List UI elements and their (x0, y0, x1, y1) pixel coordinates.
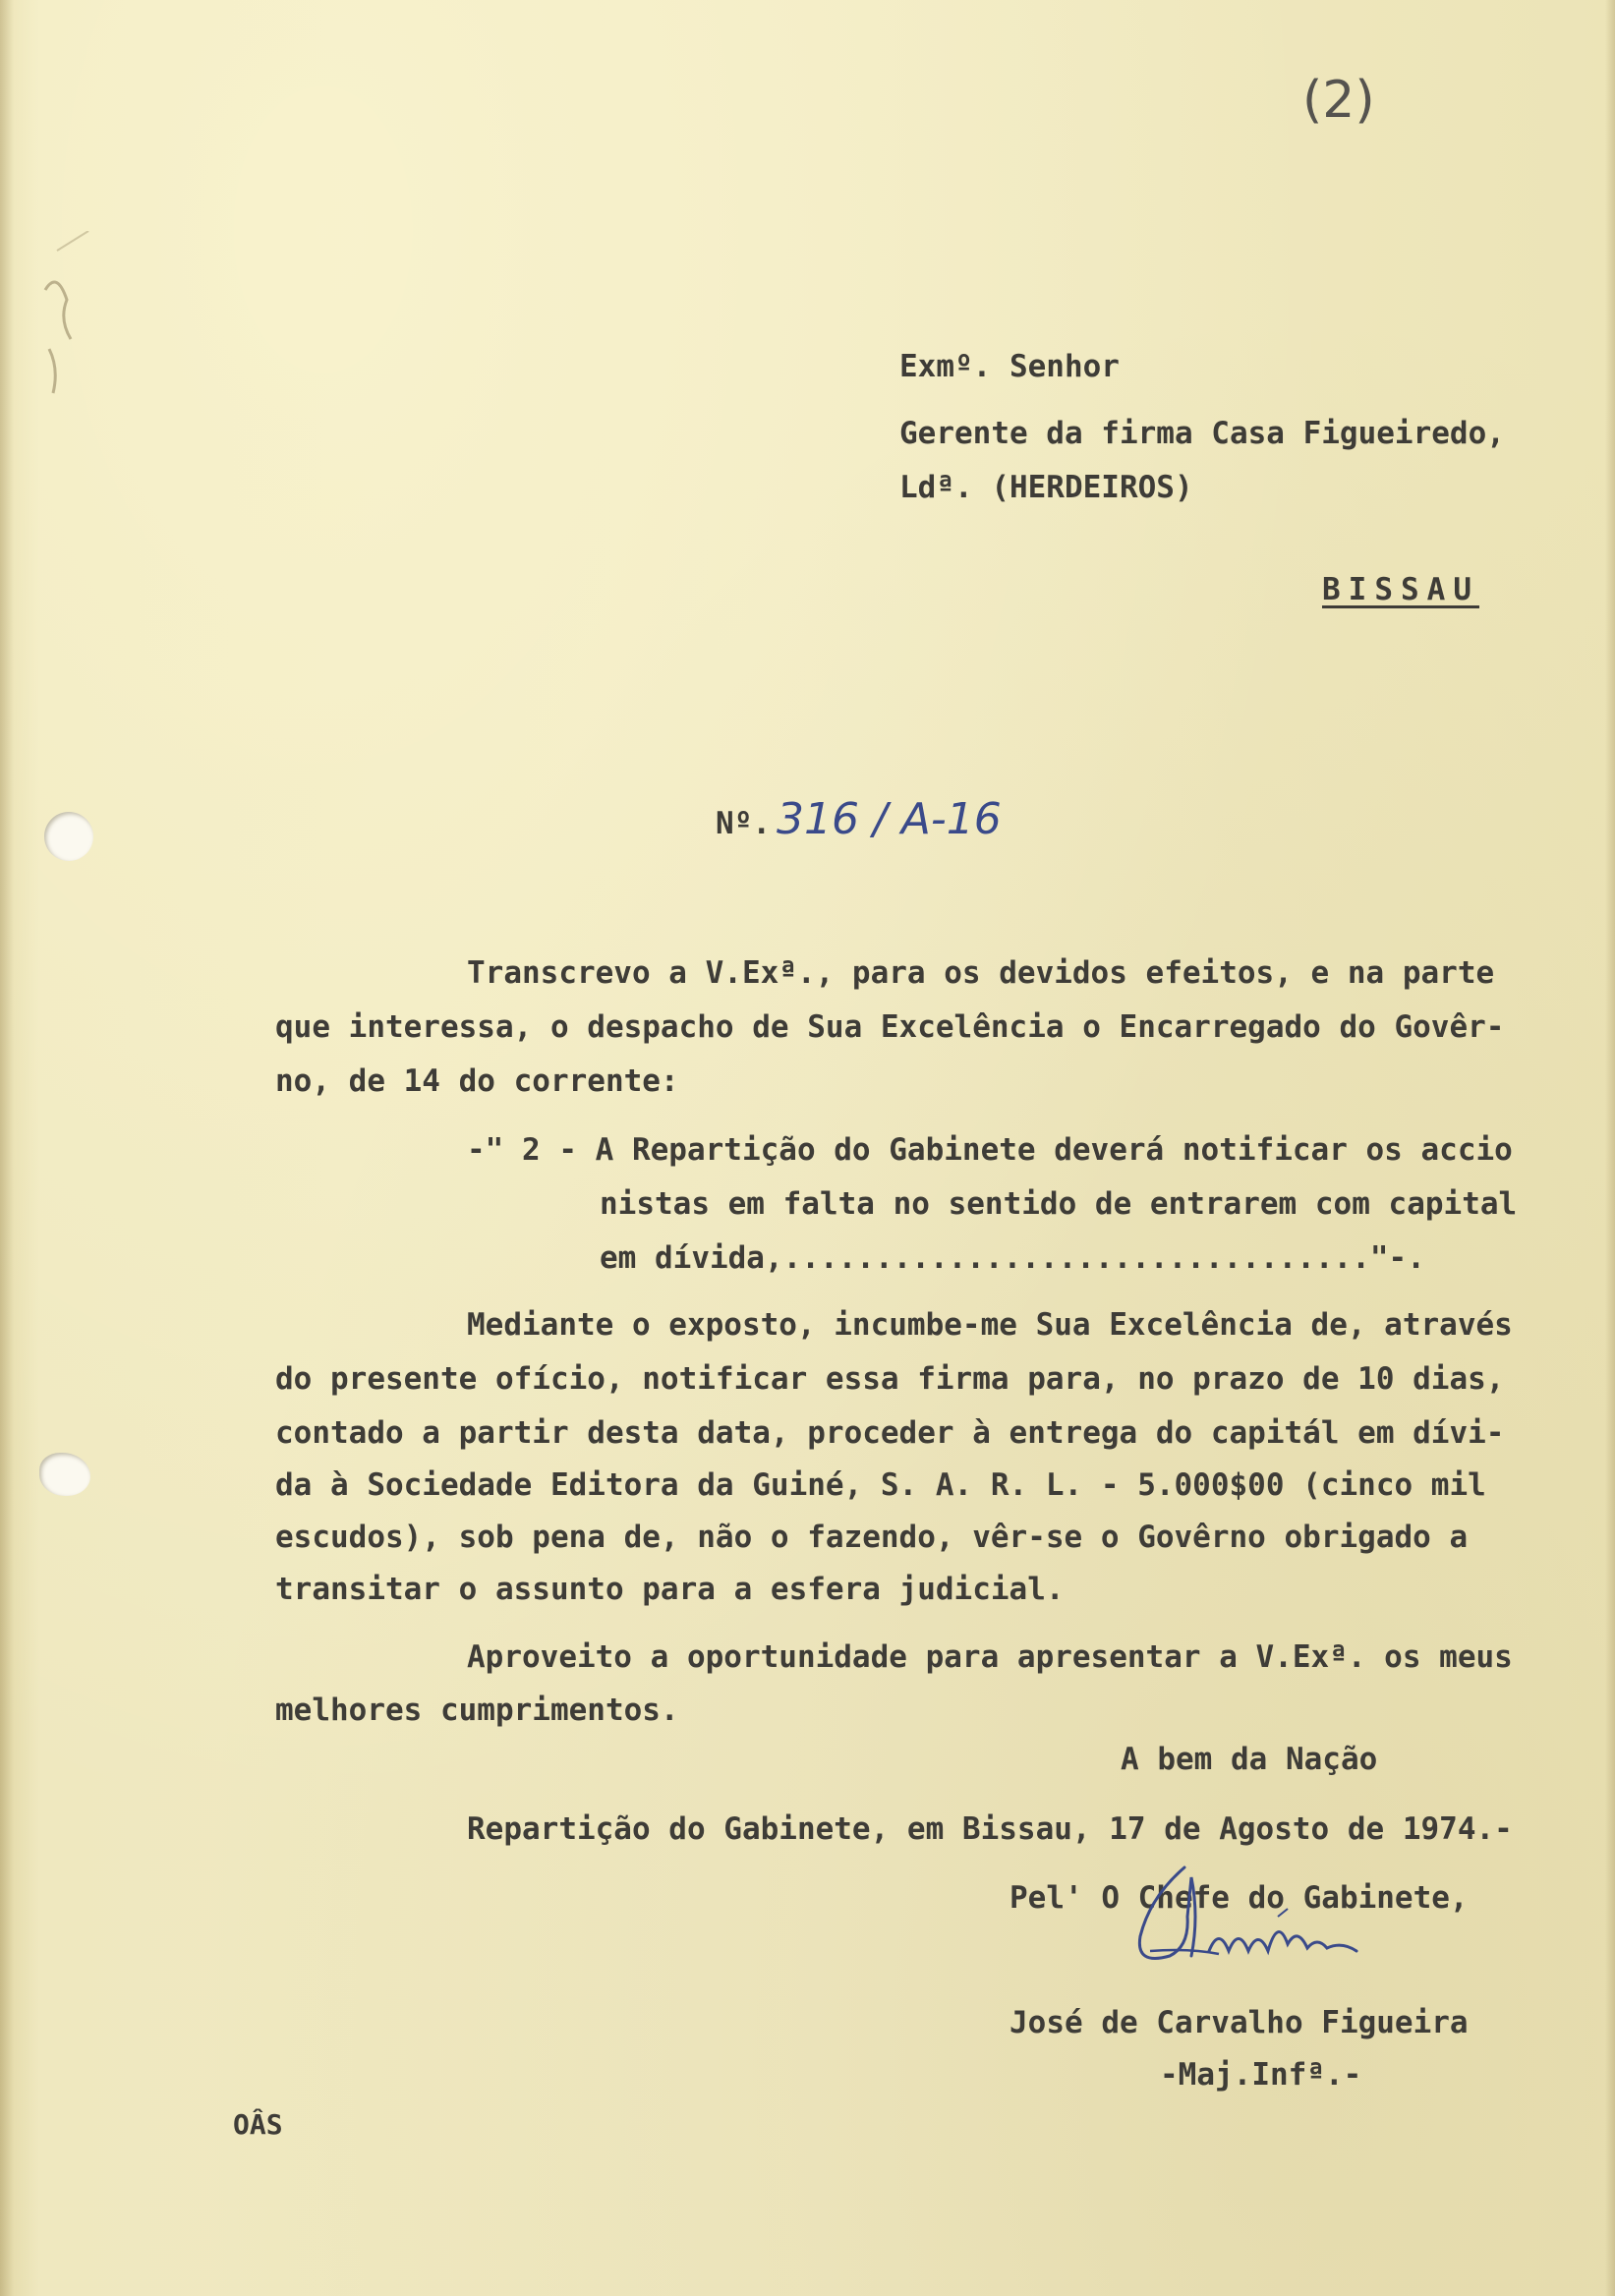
quote-line-1: -" 2 - A Repartição do Gabinete deverá notificar os accio (467, 1132, 1513, 1168)
addressee-salutation: Exmº. Senhor (899, 349, 1120, 384)
punch-hole-top (44, 812, 93, 861)
paragraph-1-line-3: no, de 14 do corrente: (275, 1063, 679, 1099)
addressee-city: BISSAU (1322, 572, 1479, 607)
punch-hole-bottom (39, 1453, 90, 1496)
paragraph-2-line-1: Mediante o exposto, incumbe-me Sua Excelência de, através (467, 1307, 1513, 1343)
quote-line-3: em dívida,................................"-. (600, 1240, 1425, 1276)
handwritten-signature (1130, 1858, 1425, 2030)
paper-edge-left (0, 0, 14, 2296)
paper-edge-right (1605, 0, 1615, 2296)
paragraph-2-line-3: contado a partir desta data, proceder à entrega do capitál em dívi- (275, 1415, 1505, 1451)
signatory-title: Pel' O Chefe do Gabinete, (1009, 1880, 1469, 1916)
handwritten-page-number: (2) (1302, 71, 1375, 130)
closing-place-date: Repartição do Gabinete, em Bissau, 17 de Agosto de 1974.- (467, 1811, 1513, 1847)
quote-line-2: nistas em falta no sentido de entrarem com capital (600, 1186, 1518, 1222)
paper-crease-mark (37, 231, 96, 398)
addressee-line-2: Ldª. (HERDEIROS) (899, 470, 1193, 505)
signatory-rank: -Maj.Infª.- (1160, 2057, 1362, 2093)
addressee-line-1: Gerente da firma Casa Figueiredo, (899, 416, 1505, 451)
paragraph-3-line-2: melhores cumprimentos. (275, 1693, 679, 1728)
reference-prefix: Nº. (716, 806, 771, 841)
paragraph-2-line-2: do presente ofício, notificar essa firma para, no prazo de 10 dias, (275, 1361, 1505, 1397)
paragraph-2-line-6: transitar o assunto para a esfera judicial. (275, 1572, 1065, 1607)
signatory-name: José de Carvalho Figueira (1009, 2005, 1469, 2040)
closing-motto: A bem da Nação (1121, 1742, 1378, 1777)
paragraph-3-line-1: Aproveito a oportunidade para apresentar a V.Exª. os meus (467, 1639, 1513, 1675)
paragraph-1-line-2: que interessa, o despacho de Sua Excelência o Encarregado do Govêr- (275, 1009, 1505, 1045)
paragraph-2-line-5: escudos), sob pena de, não o fazendo, vêr-se o Govêrno obrigado a (275, 1520, 1469, 1555)
paragraph-1-line-1: Transcrevo a V.Exª., para os devidos efeitos, e na parte (467, 955, 1495, 991)
reference-handwritten-number: 316 / A-16 (777, 794, 1002, 844)
typist-initials: OÂS (233, 2108, 283, 2141)
paragraph-2-line-4: da à Sociedade Editora da Guiné, S. A. R. L. - 5.000$00 (cinco mil (275, 1467, 1486, 1503)
